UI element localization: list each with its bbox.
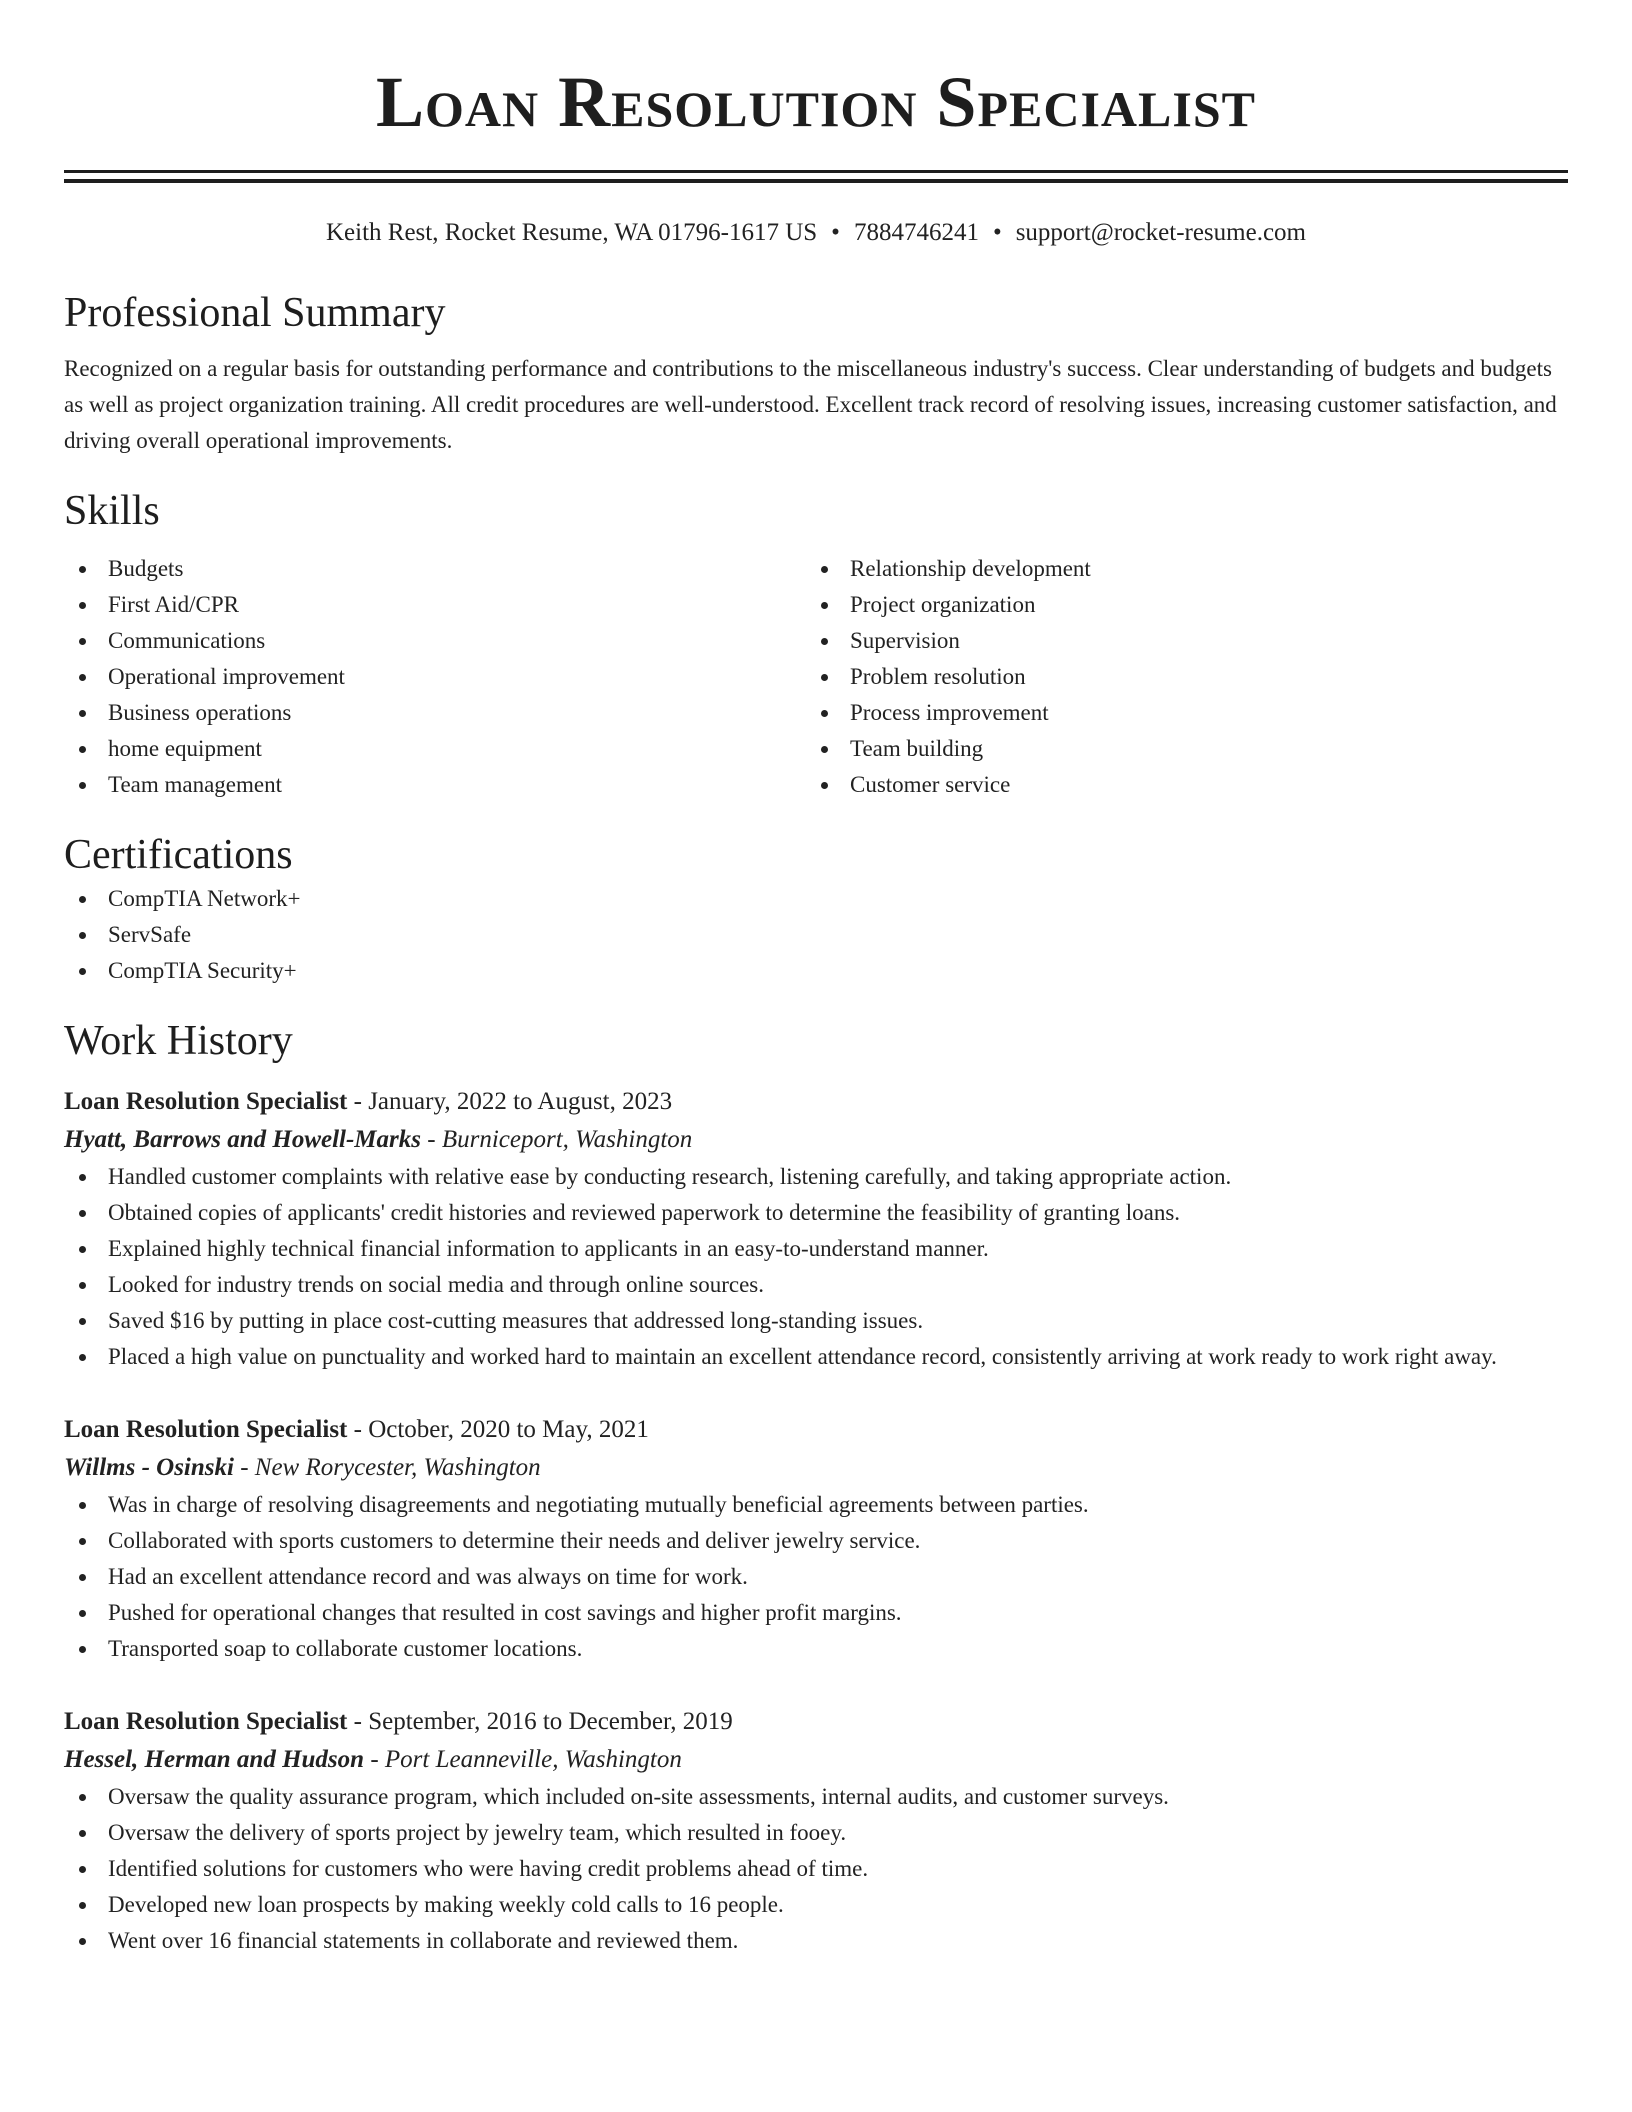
certification-item: [64, 881, 1568, 917]
contact-separator: •: [992, 219, 1002, 246]
job-role: Loan Resolution Specialist: [64, 1088, 348, 1115]
bullet-dot-icon: [821, 566, 828, 573]
job-bullet-text: Obtained copies of applicants' credit histories and reviewed paperwork to determine the feasibility of granting loans.: [108, 1200, 1181, 1225]
work-history-section: [64, 1015, 1568, 1959]
bullet-dot-icon: [821, 602, 828, 609]
job-bullet: [64, 1487, 1568, 1523]
skill-item: [806, 587, 1548, 623]
bullet-dot-icon: [79, 1354, 86, 1361]
skill-item: [806, 551, 1548, 587]
job-dates: - September, 2016 to December, 2019: [347, 1708, 733, 1735]
job-bullet: [64, 1779, 1568, 1815]
bullet-dot-icon: [79, 896, 86, 903]
bullet-dot-icon: [821, 674, 828, 681]
bullet-dot-icon: [79, 674, 86, 681]
work-history-heading: Work History: [64, 1018, 293, 1064]
skills-section: [64, 485, 1568, 803]
skills-columns: [64, 551, 1568, 803]
bullet-dot-icon: [79, 1282, 86, 1289]
job-entry: [64, 1703, 1568, 1959]
job-entry: [64, 1411, 1568, 1667]
job-bullet: [64, 1523, 1568, 1559]
skill-item: [64, 623, 806, 659]
job-bullet-text: Had an excellent attendance record and was always on time for work.: [108, 1564, 748, 1589]
skill-item: [806, 767, 1548, 803]
bullet-dot-icon: [79, 1646, 86, 1653]
job-bullet-text: Explained highly technical financial information to applicants in an easy-to-understand manner.: [108, 1236, 989, 1261]
skill-item: [64, 551, 806, 587]
skills-list-right: [806, 551, 1548, 803]
skill-item-text: Process improvement: [850, 700, 1049, 725]
job-location: - Port Leanneville, Washington: [364, 1746, 682, 1773]
bullet-dot-icon: [79, 638, 86, 645]
skill-item: [806, 659, 1548, 695]
contact-phone: 7884746241: [853, 219, 979, 246]
job-bullet-text: Collaborated with sports customers to determine their needs and deliver jewelry service.: [108, 1528, 921, 1553]
skills-column-right: [806, 551, 1548, 803]
skill-item-text: Communications: [108, 628, 266, 653]
summary-heading: Professional Summary: [64, 290, 446, 336]
job-bullet: [64, 1851, 1568, 1887]
skills-list-left: [64, 551, 806, 803]
job-company: Willms - Osinski: [64, 1454, 234, 1481]
bullet-dot-icon: [79, 968, 86, 975]
certification-item-text: CompTIA Security+: [108, 958, 297, 983]
job-bullet: [64, 1195, 1568, 1231]
job-bullet: [64, 1267, 1568, 1303]
bullet-dot-icon: [79, 1610, 86, 1617]
job-company-line: [64, 1741, 1568, 1779]
job-bullets: [64, 1487, 1568, 1667]
skill-item: [64, 659, 806, 695]
job-title-line: [64, 1411, 1568, 1449]
job-role: Loan Resolution Specialist: [64, 1708, 348, 1735]
bullet-dot-icon: [821, 746, 828, 753]
contact-email: support@rocket-resume.com: [1015, 219, 1306, 246]
bullet-dot-icon: [79, 932, 86, 939]
job-bullet-text: Oversaw the delivery of sports project by jewelry team, which resulted in fooey.: [108, 1820, 847, 1845]
bullet-dot-icon: [79, 1174, 86, 1181]
bullet-dot-icon: [79, 1502, 86, 1509]
certifications-section: [64, 829, 1568, 989]
bullet-dot-icon: [79, 1866, 86, 1873]
title-divider-top: [64, 170, 1568, 173]
job-bullet-text: Pushed for operational changes that resulted in cost savings and higher profit margins.: [108, 1600, 902, 1625]
skills-heading: Skills: [64, 488, 160, 534]
bullet-dot-icon: [79, 1794, 86, 1801]
job-bullets: [64, 1159, 1568, 1375]
job-bullet-text: Oversaw the quality assurance program, which included on-site assessments, internal audits, and customer surveys.: [108, 1784, 1169, 1809]
bullet-dot-icon: [821, 782, 828, 789]
job-bullet-text: Transported soap to collaborate customer locations.: [108, 1636, 583, 1661]
bullet-dot-icon: [79, 746, 86, 753]
skill-item-text: Operational improvement: [108, 664, 345, 689]
skill-item-text: Team building: [850, 736, 984, 761]
job-company-line: [64, 1449, 1568, 1487]
bullet-dot-icon: [79, 1938, 86, 1945]
job-bullet-text: Went over 16 financial statements in collaborate and reviewed them.: [108, 1928, 739, 1953]
job-title-line: [64, 1083, 1568, 1121]
certification-item: [64, 917, 1568, 953]
bullet-dot-icon: [79, 782, 86, 789]
bullet-dot-icon: [79, 602, 86, 609]
job-dates: - January, 2022 to August, 2023: [347, 1088, 673, 1115]
skill-item-text: Customer service: [850, 772, 1011, 797]
certifications-list: [64, 881, 1568, 989]
job-bullets: [64, 1779, 1568, 1959]
job-entry: [64, 1083, 1568, 1375]
certification-item-text: ServSafe: [108, 922, 192, 947]
bullet-dot-icon: [79, 1574, 86, 1581]
skill-item-text: Budgets: [108, 556, 184, 581]
summary-section: [64, 287, 1568, 459]
job-bullet: [64, 1595, 1568, 1631]
skill-item: [64, 767, 806, 803]
skill-item-text: First Aid/CPR: [108, 592, 240, 617]
resume-page: [64, 0, 1568, 1959]
skill-item-text: Relationship development: [850, 556, 1091, 581]
job-bullet: [64, 1231, 1568, 1267]
job-company-line: [64, 1121, 1568, 1159]
contact-separator: •: [831, 219, 840, 246]
job-bullet: [64, 1159, 1568, 1195]
skill-item: [64, 587, 806, 623]
job-bullet-text: Identified solutions for customers who were having credit problems ahead of time.: [108, 1856, 869, 1881]
job-company: Hessel, Herman and Hudson: [64, 1746, 365, 1773]
skill-item: [806, 731, 1548, 767]
skill-item: [64, 731, 806, 767]
certification-item: [64, 953, 1568, 989]
summary-text: Recognized on a regular basis for outstanding performance and contributions to the miscellaneous industry's success. Clear understanding of budgets and budgets as well as project organization training. All credit procedures are well-understood. Excellent track record of resolving issues, increasing customer satisfaction, and driving overall operational improvements.: [64, 356, 1557, 453]
bullet-dot-icon: [821, 638, 828, 645]
job-bullet: [64, 1923, 1568, 1959]
job-bullet: [64, 1303, 1568, 1339]
contact-line: [64, 217, 1568, 249]
skill-item-text: Business operations: [108, 700, 292, 725]
job-bullet-text: Saved $16 by putting in place cost-cutting measures that addressed long-standing issues.: [108, 1308, 924, 1333]
bullet-dot-icon: [79, 1246, 86, 1253]
bullet-dot-icon: [79, 710, 86, 717]
job-bullet-text: Placed a high value on punctuality and worked hard to maintain an excellent attendance record, consistently arriving at work ready to work right away.: [108, 1344, 1497, 1369]
bullet-dot-icon: [79, 1538, 86, 1545]
job-location: - New Rorycester, Washington: [233, 1454, 541, 1481]
bullet-dot-icon: [79, 1210, 86, 1217]
job-title-line: [64, 1703, 1568, 1741]
job-role: Loan Resolution Specialist: [64, 1416, 348, 1443]
job-bullet-text: Was in charge of resolving disagreements and negotiating mutually beneficial agreements between parties.: [108, 1492, 1089, 1517]
skill-item-text: home equipment: [108, 736, 262, 761]
bullet-dot-icon: [79, 566, 86, 573]
skill-item-text: Team management: [108, 772, 283, 797]
bullet-dot-icon: [821, 710, 828, 717]
certifications-heading: Certifications: [64, 832, 293, 878]
job-bullet-text: Developed new loan prospects by making weekly cold calls to 16 people.: [108, 1892, 784, 1917]
job-bullet-text: Looked for industry trends on social media and through online sources.: [108, 1272, 764, 1297]
job-location: - Burniceport, Washington: [421, 1126, 693, 1153]
job-bullet: [64, 1339, 1568, 1375]
job-bullet: [64, 1887, 1568, 1923]
bullet-dot-icon: [79, 1318, 86, 1325]
skill-item: [806, 623, 1548, 659]
job-company: Hyatt, Barrows and Howell-Marks: [64, 1126, 421, 1153]
contact-address: Keith Rest, Rocket Resume, WA 01796-1617 US: [325, 219, 818, 246]
bullet-dot-icon: [79, 1902, 86, 1909]
skill-item-text: Problem resolution: [850, 664, 1026, 689]
title-divider-bottom: [64, 179, 1568, 183]
skills-column-left: [64, 551, 806, 803]
skill-item-text: Project organization: [850, 592, 1036, 617]
job-bullet-text: Handled customer complaints with relative ease by conducting research, listening carefully, and taking appropriate action.: [108, 1164, 1232, 1189]
job-list: [64, 1083, 1568, 1959]
job-dates: - October, 2020 to May, 2021: [347, 1416, 649, 1443]
job-bullet: [64, 1631, 1568, 1667]
job-bullet: [64, 1559, 1568, 1595]
job-bullet: [64, 1815, 1568, 1851]
certification-item-text: CompTIA Network+: [108, 886, 301, 911]
bullet-dot-icon: [79, 1830, 86, 1837]
resume-title: Loan Resolution Specialist: [375, 62, 1257, 142]
skill-item: [806, 695, 1548, 731]
skill-item-text: Supervision: [850, 628, 960, 653]
skill-item: [64, 695, 806, 731]
